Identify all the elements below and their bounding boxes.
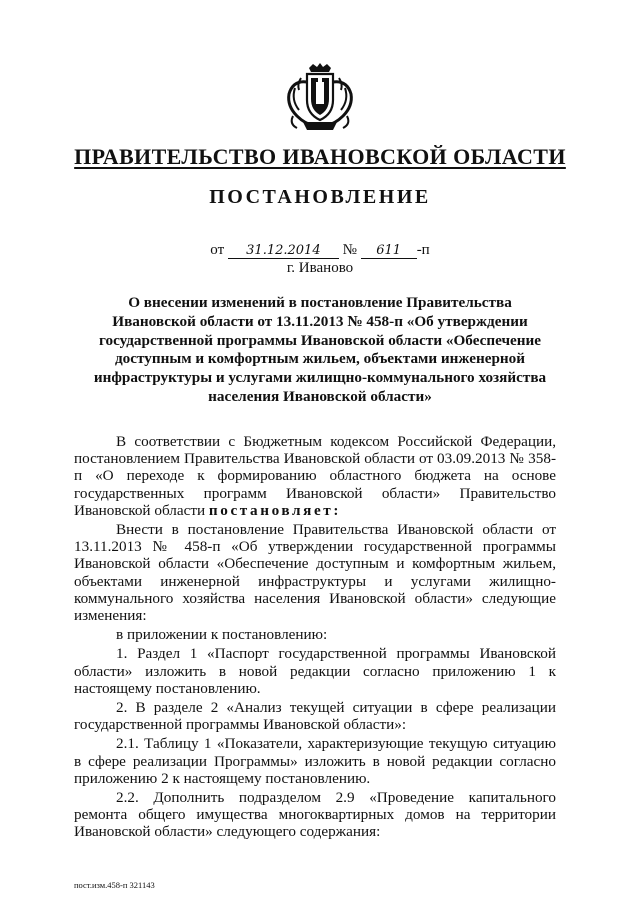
city: г. Иваново bbox=[286, 260, 354, 276]
emphasis-decrees: постановляет: bbox=[208, 501, 342, 519]
footer-code: пост.изм.458-п 321143 bbox=[74, 880, 155, 890]
paragraph-item-2: 2. В разделе 2 «Анализ текущей ситуации в сфере реализации государственной программы Ивановской области»: bbox=[74, 699, 556, 734]
paragraph-preamble: В соответствии с Бюджетным кодексом Российской Федерации, постановлением Правительства Ивановской области от 03.09.2013 № 358-п «О переходе к формированию областного бюджета на основе государственных программ Ивановской области» Правительство Ивановской области постановляет: bbox=[74, 433, 556, 519]
decree-title: О внесении изменений в постановление Правительства Ивановской области от 13.11.2013 № 458-п «Об утверждении государственной программы Ивановской области «Обеспечение доступным и комфортным жильем, объектами инженерной инфраструктуры и услугами жилищно-коммунального хозяйства населения Ивановской области» bbox=[93, 294, 547, 405]
document-type: ПОСТАНОВЛЕНИЕ bbox=[209, 186, 431, 208]
coat-of-arms-icon bbox=[283, 60, 357, 134]
government-name: ПРАВИТЕЛЬСТВО ИВАНОВСКОЙ ОБЛАСТИ bbox=[74, 144, 566, 169]
date-number-line: от 31.12.2014 № 611 -п bbox=[210, 242, 430, 258]
decree-number: 611 bbox=[361, 243, 417, 259]
decree-body bbox=[74, 433, 556, 841]
paragraph-appendix: в приложении к постановлению: bbox=[116, 626, 328, 644]
paragraph-item-1: 1. Раздел 1 «Паспорт государственной программы Ивановской области» изложить в новой редакции согласно приложению 1 к настоящему постановлению. bbox=[74, 645, 556, 697]
decree-date: 31.12.2014 bbox=[228, 243, 339, 259]
paragraph-item-2-2: 2.2. Дополнить подразделом 2.9 «Проведение капитального ремонта общего имущества многоквартирных домов на территории Ивановской области» следующего содержания: bbox=[74, 789, 556, 841]
paragraph-amend: Внести в постановление Правительства Ивановской области от 13.11.2013 № 458-п «Об утверждении государственной программы Ивановской области «Обеспечение доступным и комфортным жильем, объектами инженерной инфраструктуры и услугами жилищно-коммунального хозяйства населения Ивановской области» следующие изменения: bbox=[74, 521, 556, 625]
paragraph-item-2-1: 2.1. Таблицу 1 «Показатели, характеризующие текущую ситуацию в сфере реализации Программы» изложить в новой редакции согласно приложению 2 к настоящему постановлению. bbox=[74, 735, 556, 787]
